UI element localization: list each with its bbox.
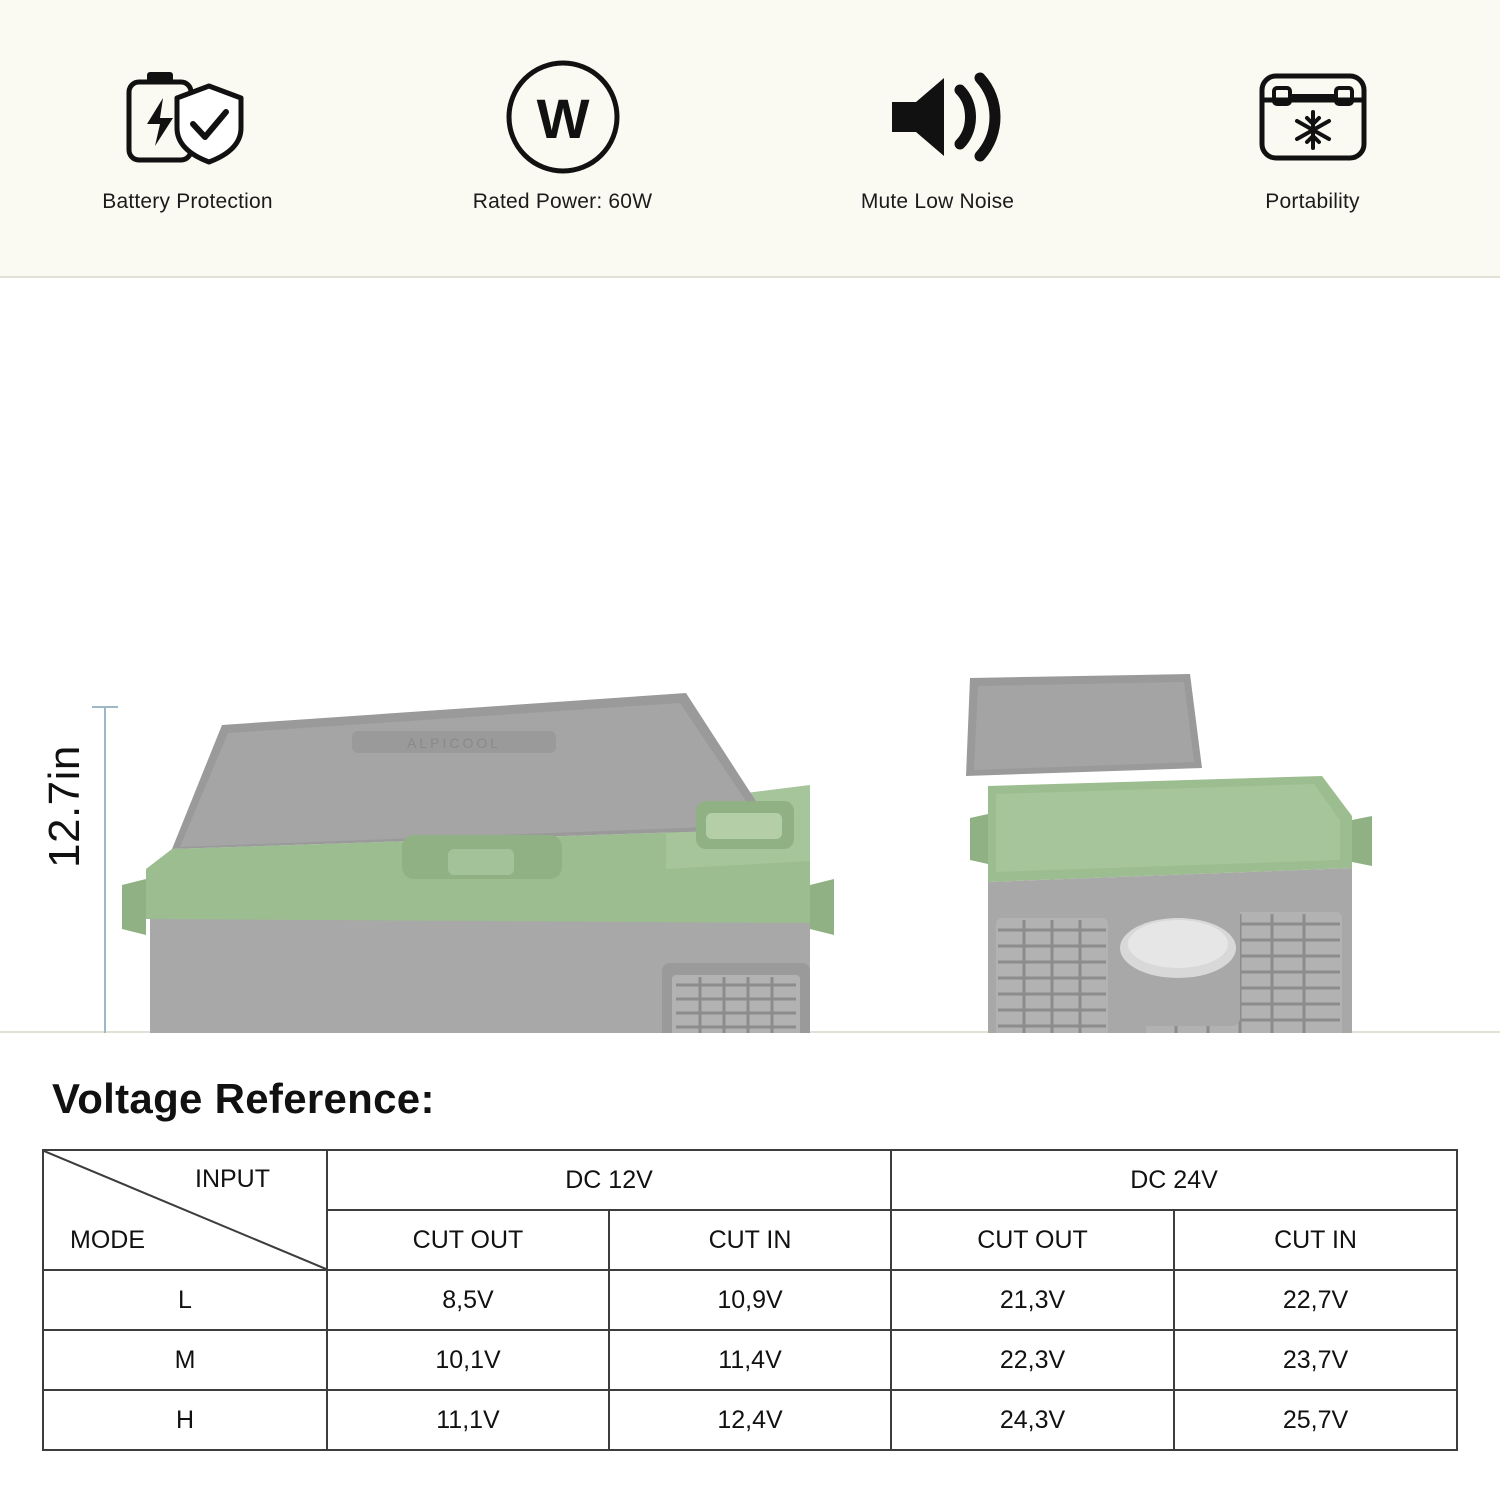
feature-label: Battery Protection [102,190,273,213]
group-header-dc24v: DC 24V [891,1150,1457,1210]
cell-m-24v-cutout: 22,3V [891,1330,1174,1390]
watt-circle-icon [498,58,628,176]
cell-l-12v-cutout: 8,5V [327,1270,609,1330]
battery-shield-icon [113,58,263,176]
cell-m-12v-cutout: 10,1V [327,1330,609,1390]
table-header-row-1 [43,1150,1457,1210]
subheader-24v-cutout: CUT OUT [891,1210,1174,1270]
svg-text:ALPICOOL: ALPICOOL [406,735,502,751]
table-row [43,1330,1457,1390]
feature-label: Mute Low Noise [860,190,1015,213]
corner-mode-label: MODE [70,1226,145,1254]
product-dimension-area [0,278,1500,1033]
corner-header-cell [43,1150,327,1270]
feature-battery-protection [0,0,375,214]
speaker-mute-icon [868,58,1008,176]
corner-input-label: INPUT [195,1165,270,1193]
height-dimension-label: 12.7in [40,745,89,868]
mode-label-l: L [43,1270,327,1330]
cell-m-24v-cutin: 23,7V [1174,1330,1457,1390]
table-row [43,1390,1457,1450]
features-bar [0,0,1500,278]
feature-label: Rated Power: 60W [472,190,653,213]
subheader-12v-cutin: CUT IN [609,1210,891,1270]
table-row [43,1270,1457,1330]
cell-h-24v-cutin: 25,7V [1174,1390,1457,1450]
feature-mute-low-noise [750,0,1125,214]
cell-m-12v-cutin: 11,4V [609,1330,891,1390]
voltage-reference-section [0,1033,1500,1498]
svg-text:W: W [536,87,589,150]
cell-l-24v-cutin: 22,7V [1174,1270,1457,1330]
feature-rated-power [375,0,750,214]
voltage-reference-table [42,1149,1458,1451]
voltage-title: Voltage Reference: [52,1075,435,1122]
subheader-12v-cutout: CUT OUT [327,1210,609,1270]
cell-l-24v-cutout: 21,3V [891,1270,1174,1330]
cell-h-24v-cutout: 24,3V [891,1390,1174,1450]
portable-cooler-icon [1248,58,1378,176]
cell-l-12v-cutin: 10,9V [609,1270,891,1330]
mode-label-h: H [43,1390,327,1450]
cell-h-12v-cutout: 11,1V [327,1390,609,1450]
feature-label: Portability [1265,190,1360,213]
subheader-24v-cutin: CUT IN [1174,1210,1457,1270]
group-header-dc12v: DC 12V [327,1150,891,1210]
cell-h-12v-cutin: 12,4V [609,1390,891,1450]
feature-portability [1125,0,1500,214]
mode-label-m: M [43,1330,327,1390]
